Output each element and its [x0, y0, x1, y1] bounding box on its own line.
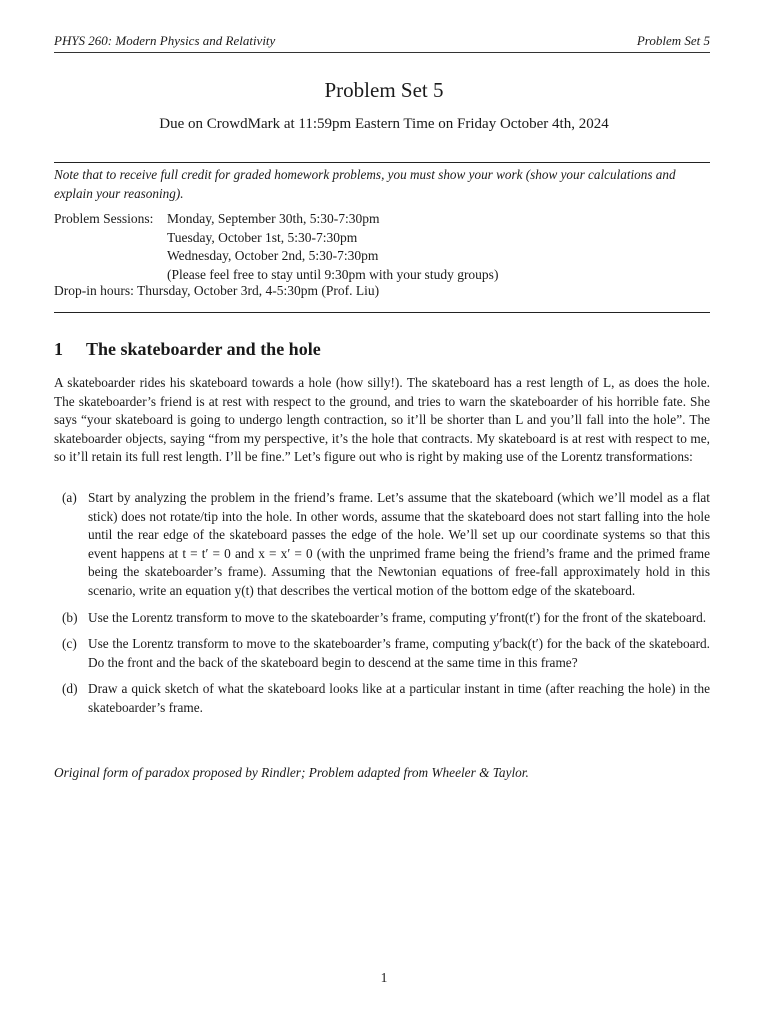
problem-part	[54, 680, 710, 717]
part-text: Use the Lorentz transform to move to the skateboarder’s frame, computing y′back(t′) for the back of the skateboard. Do the front and the back of the skateboard begin to descend at the same time in this frame?	[88, 636, 710, 670]
divider-bottom	[54, 312, 710, 313]
session-line: Monday, September 30th, 5:30-7:30pm	[167, 211, 380, 226]
session-line: Tuesday, October 1st, 5:30-7:30pm	[167, 229, 358, 245]
problem-part	[54, 489, 710, 601]
part-label: (a)	[62, 490, 77, 505]
drop-in-hours: Drop-in hours: Thursday, October 3rd, 4-5:30pm (Prof. Liu)	[54, 283, 380, 298]
part-text: Start by analyzing the problem in the friend’s frame. Let’s assume that the skateboard (which we’ll model as a flat stick) does not rotate/tip into the hole. In other words, assume that the skateboard does not start falling into the hole until the rear edge of the skateboard passes the edge of the hole. We’ll set up our coordinate systems so that this event happens at t = t′ = 0 and x = x′ = 0 (with the unprimed frame being the friend’s frame and the primed frame being the skateboarder’s frame). Assuming that the Newtonian equations of free-fall approximately hold in this scenario, write an equation y(t) that describes the vertical motion of the bottom edge of the skateboard.	[88, 490, 710, 598]
problem-part	[54, 609, 710, 628]
section-heading	[54, 339, 321, 360]
problem-intro: A skateboarder rides his skateboard towards a hole (how silly!). The skateboard has a rest length of L, as does the hole. The skateboarder’s friend is at rest with respect to the ground, and tries to warn the skateboarder of his horrible fate. She says “your skateboard is going to undergo length contraction, so it’ll be shorter than L and you’ll fall into the hole”. The skateboarder objects, saying “from my perspective, it’s the hole that contracts. My skateboard is at rest with respect to me, so it’ll retain its full rest length. I’ll be fine.” Let’s figure out who is right by making use of the Lorentz transformations:	[54, 375, 710, 465]
due-date: Due on CrowdMark at 11:59pm Eastern Time on Friday October 4th, 2024	[159, 116, 609, 132]
divider-top	[54, 162, 710, 163]
section-title: The skateboarder and the hole	[86, 339, 321, 359]
part-text: Use the Lorentz transform to move to the skateboarder’s frame, computing y′front(t′) for the front of the skateboard.	[88, 609, 707, 625]
header-divider	[54, 52, 710, 53]
credit-note: Note that to receive full credit for graded homework problems, you must show your work (show your calculations and explain your reasoning).	[54, 167, 676, 201]
page-title: Problem Set 5	[324, 78, 444, 102]
session-line: (Please feel free to stay until 9:30pm with your study groups)	[167, 266, 499, 282]
part-label: (d)	[62, 681, 78, 697]
page-number: 1	[380, 970, 388, 985]
problem-parts	[54, 489, 710, 726]
problem-part	[54, 635, 710, 672]
header-problem-set-label: Problem Set 5	[636, 33, 710, 48]
part-label: (b)	[62, 609, 78, 625]
session-line: Wednesday, October 2nd, 5:30-7:30pm	[167, 248, 379, 263]
section-number: 1	[54, 339, 63, 359]
problem-sessions	[54, 210, 498, 284]
sessions-label: Problem Sessions:	[54, 211, 154, 226]
course-title: PHYS 260: Modern Physics and Relativity	[54, 33, 276, 48]
attribution: Original form of paradox proposed by Rindler; Problem adapted from Wheeler & Taylor.	[54, 765, 529, 780]
running-header	[54, 33, 710, 50]
part-text: Draw a quick sketch of what the skateboard looks like at a particular instant in time (after reaching the hole) in the skateboarder’s frame.	[88, 681, 710, 715]
part-label: (c)	[62, 636, 77, 652]
